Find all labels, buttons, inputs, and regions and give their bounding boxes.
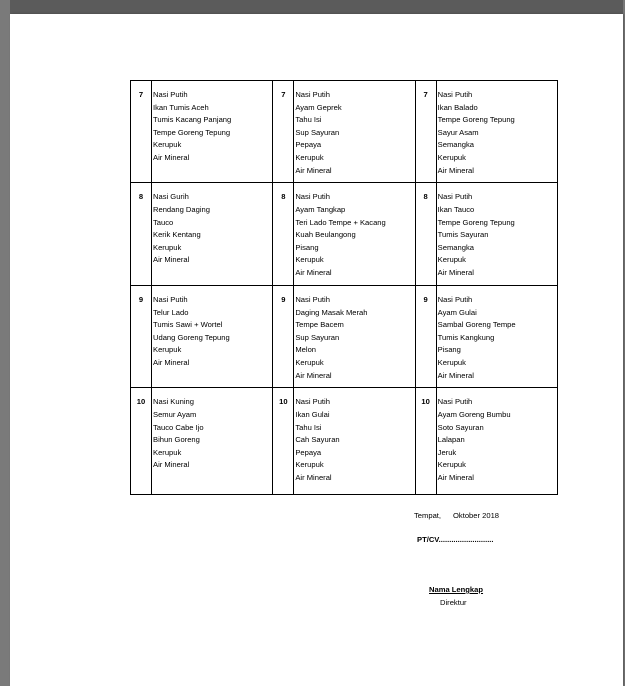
day-number: 9	[273, 285, 294, 387]
menu-item: Soto Sayuran	[437, 422, 484, 432]
menu-item: Sambal Goreng Tempe	[437, 320, 516, 330]
menu-item: Kerupuk	[153, 345, 182, 355]
menu-item: Tempe Bacem	[295, 320, 344, 330]
menu-item: Nasi Putih	[295, 192, 330, 202]
menu-item: Rendang Daging	[153, 205, 210, 215]
menu-item: Tauco	[153, 217, 174, 227]
menu-item: Kerupuk	[153, 447, 182, 457]
menu-item: Tempe Goreng Tepung	[437, 217, 515, 227]
day-number: 9	[415, 285, 436, 387]
menu-item: Air Mineral	[295, 472, 332, 482]
menu-item: Pepaya	[295, 447, 322, 457]
menu-item: Teri Lado Tempe + Kacang	[295, 217, 386, 227]
menu-cell	[294, 81, 415, 183]
menu-item: Lalapan	[437, 435, 465, 445]
menu-item: Nasi Putih	[295, 294, 330, 304]
table-row	[131, 388, 558, 495]
menu-item: Kerupuk	[295, 152, 324, 162]
menu-item: Melon	[295, 345, 317, 355]
menu-item: Pisang	[437, 345, 461, 355]
menu-cell	[436, 388, 557, 495]
menu-cell	[294, 388, 415, 495]
menu-item: Air Mineral	[437, 370, 474, 380]
day-number: 10	[273, 388, 294, 495]
menu-cell	[436, 285, 557, 387]
menu-item: Tumis Sawi + Wortel	[153, 320, 223, 330]
menu-item: Air Mineral	[153, 255, 190, 265]
menu-item: Nasi Putih	[437, 294, 473, 304]
menu-item: Pepaya	[295, 140, 322, 150]
menu-item: Cah Sayuran	[295, 435, 340, 445]
menu-item: Kerupuk	[295, 460, 324, 470]
menu-cell	[152, 388, 273, 495]
menu-item: Kerupuk	[153, 140, 182, 150]
menu-item: Kerupuk	[295, 357, 324, 367]
menu-item: Kerupuk	[437, 255, 466, 265]
menu-item: Tumis Kacang Panjang	[153, 115, 232, 125]
menu-item: Ayam Tangkap	[295, 205, 346, 215]
day-number: 7	[131, 81, 152, 183]
menu-item: Pisang	[295, 242, 319, 252]
day-number: 9	[131, 285, 152, 387]
menu-item: Nasi Putih	[153, 90, 188, 99]
menu-item: Nasi Putih	[437, 397, 473, 407]
menu-item: Ikan Gulai	[295, 410, 330, 419]
day-number: 8	[131, 183, 152, 285]
menu-item: Tumis Kangkung	[437, 332, 495, 342]
menu-item: Air Mineral	[437, 472, 474, 482]
menu-item: Kerupuk	[437, 357, 466, 367]
menu-item: Udang Goreng Tepung	[153, 332, 230, 342]
menu-item: Semangka	[437, 242, 474, 252]
day-number: 8	[273, 183, 294, 285]
menu-item: Air Mineral	[295, 165, 332, 175]
menu-item: Ayam Geprek	[295, 102, 342, 112]
menu-item: Ayam Gulai	[437, 307, 477, 317]
menu-item: Semangka	[437, 140, 474, 150]
menu-item: Sayur Asam	[437, 127, 479, 137]
day-number: 10	[415, 388, 436, 495]
document-page	[10, 14, 623, 686]
menu-item: Kerupuk	[437, 460, 466, 470]
signature-place-date	[414, 511, 499, 520]
menu-cell	[152, 81, 273, 183]
menu-item: Air Mineral	[153, 152, 190, 162]
menu-item: Ikan Tumis Aceh	[153, 102, 209, 112]
menu-item: Air Mineral	[153, 460, 190, 470]
menu-item: Ikan Tauco	[437, 205, 475, 215]
day-number: 7	[273, 81, 294, 183]
menu-item: Air Mineral	[437, 165, 474, 175]
menu-cell	[152, 183, 273, 285]
viewer-left-gutter	[0, 0, 10, 686]
menu-item: Nasi Gurih	[153, 192, 189, 202]
menu-item: Semur Ayam	[153, 410, 197, 419]
day-number: 8	[415, 183, 436, 285]
menu-item: Daging Masak Merah	[295, 307, 368, 317]
menu-cell	[294, 183, 415, 285]
menu-item: Kerupuk	[153, 242, 182, 252]
menu-item: Tahu Isi	[295, 115, 322, 125]
menu-item: Tempe Goreng Tepung	[153, 127, 231, 137]
signature-title: Direktur	[440, 598, 467, 607]
signature-company: PT/CV..........................	[417, 535, 494, 544]
menu-item: Air Mineral	[153, 357, 190, 367]
menu-item: Tumis Sayuran	[437, 230, 489, 240]
menu-item: Nasi Kuning	[153, 397, 194, 407]
menu-item: Tauco Cabe Ijo	[153, 422, 204, 432]
menu-item: Tempe Goreng Tepung	[437, 115, 515, 125]
signature-place: Tempat,	[414, 511, 442, 520]
menu-item: Telur Lado	[153, 307, 189, 317]
menu-item: Sup Sayuran	[295, 332, 340, 342]
table-row	[131, 285, 558, 387]
menu-item: Ayam Goreng Bumbu	[437, 410, 511, 419]
menu-item: Nasi Putih	[295, 90, 330, 99]
menu-item: Sup Sayuran	[295, 127, 340, 137]
menu-cell	[436, 81, 557, 183]
menu-cell	[152, 285, 273, 387]
menu-item: Nasi Putih	[437, 90, 473, 99]
day-number: 10	[131, 388, 152, 495]
menu-item: Tahu Isi	[295, 422, 322, 432]
menu-item: Ikan Balado	[437, 102, 478, 112]
day-number: 7	[415, 81, 436, 183]
table-row	[131, 183, 558, 285]
menu-item: Nasi Putih	[153, 294, 188, 304]
menu-item: Air Mineral	[437, 268, 474, 278]
menu-table	[130, 80, 558, 495]
menu-cell	[294, 285, 415, 387]
menu-item: Nasi Putih	[295, 397, 330, 407]
menu-item: Kerik Kentang	[153, 230, 201, 240]
menu-item: Bihun Goreng	[153, 435, 200, 445]
menu-item: Air Mineral	[295, 370, 332, 380]
signature-date: Oktober 2018	[453, 511, 500, 520]
menu-item: Kerupuk	[295, 255, 324, 265]
table-row	[131, 81, 558, 183]
signature-name: Nama Lengkap	[429, 585, 484, 594]
menu-item: Kuah Beulangong	[295, 230, 356, 240]
menu-item: Nasi Putih	[437, 192, 473, 202]
viewer-toolbar-strip	[0, 0, 625, 14]
menu-item: Air Mineral	[295, 268, 332, 278]
menu-cell	[436, 183, 557, 285]
menu-item: Jeruk	[437, 447, 457, 457]
menu-item: Kerupuk	[437, 152, 466, 162]
